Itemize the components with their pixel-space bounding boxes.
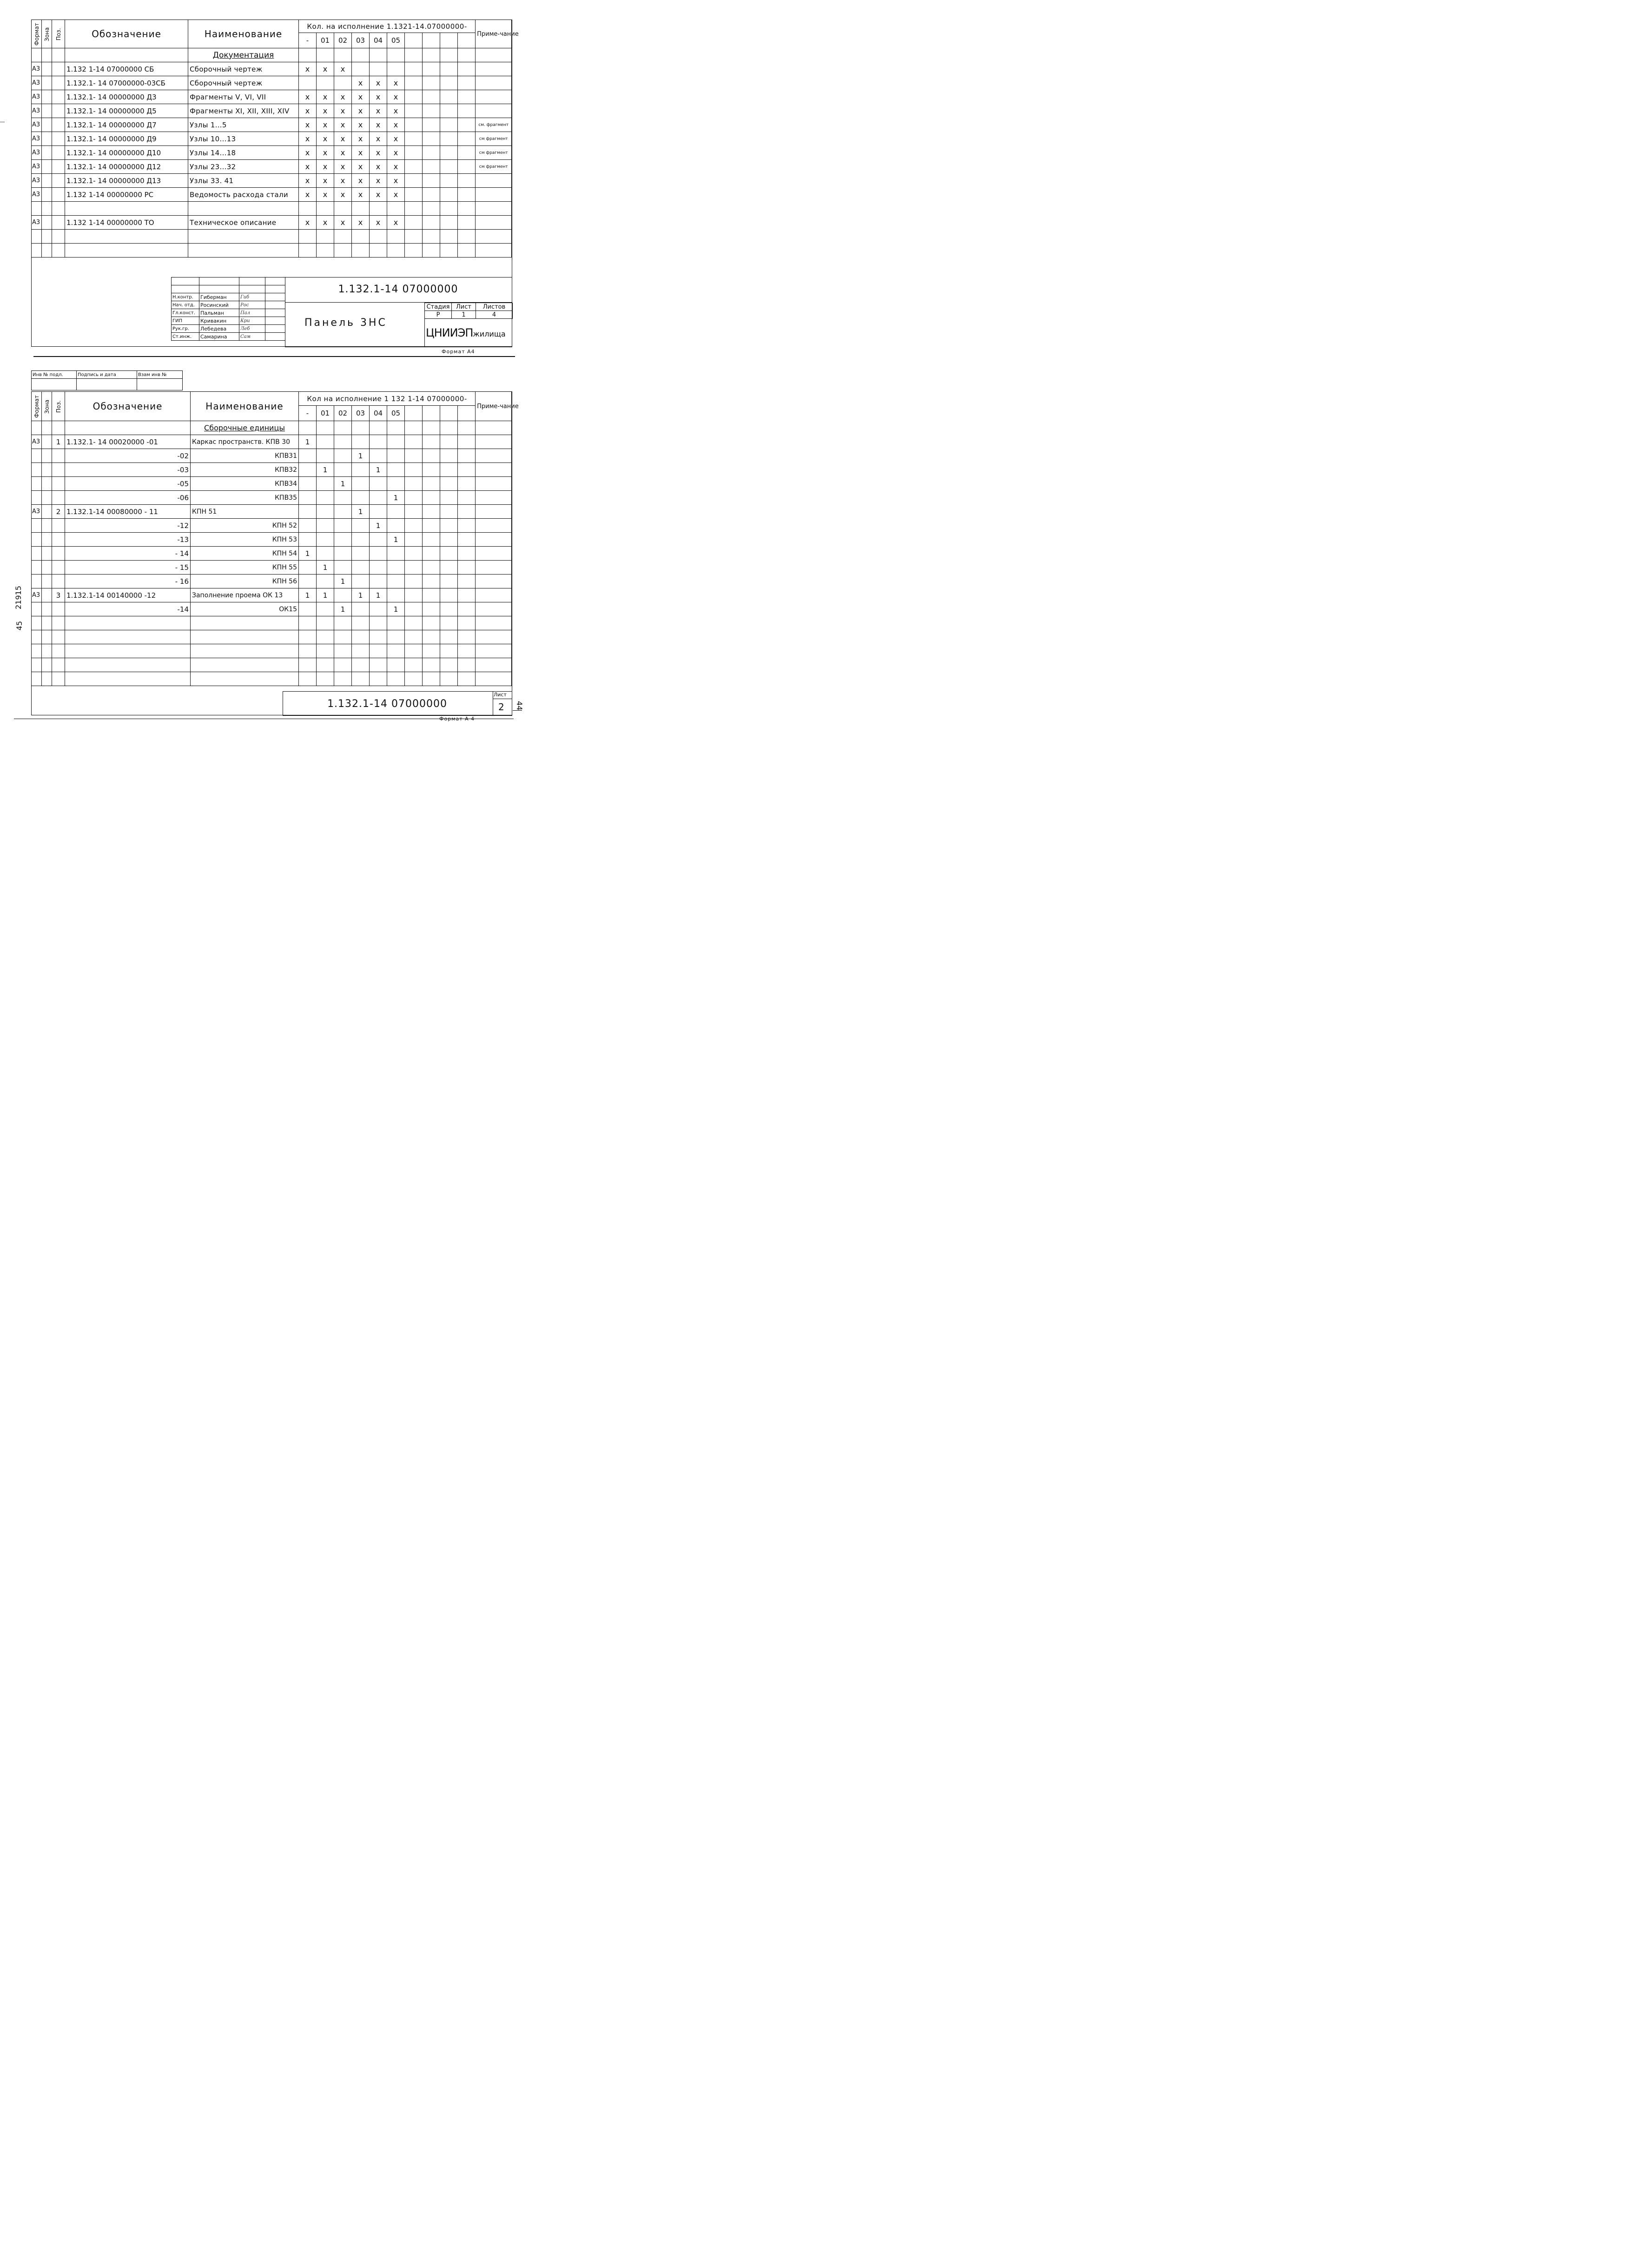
col-zone-header: Зона: [42, 392, 52, 421]
qty-mark: x: [299, 132, 317, 146]
designation-cell: - 15: [65, 561, 191, 575]
format-cell: А3: [32, 132, 42, 146]
variant-header: 05: [387, 33, 405, 48]
document-code-2: 1.132.1-14 07000000: [327, 698, 447, 710]
approval-role: Нач. отд.: [172, 301, 199, 309]
approval-block: [171, 277, 285, 341]
approval-signature: Рос: [239, 301, 265, 309]
qty-mark: x: [370, 132, 387, 146]
qty-header: Кол на исполнение 1 132 1-14 07000000-: [299, 392, 476, 406]
pos-cell: 3: [52, 588, 65, 602]
qty-mark: x: [299, 90, 317, 104]
qty-mark: x: [334, 132, 352, 146]
name-cell: КПВ31: [191, 449, 299, 463]
name-cell: Узлы 23...32: [188, 160, 299, 174]
variant-header: -: [299, 406, 317, 421]
qty-mark: x: [352, 188, 370, 202]
name-cell: КПВ32: [191, 463, 299, 477]
qty-value: 1: [299, 588, 317, 602]
qty-mark: x: [387, 118, 405, 132]
variant-header: 04: [370, 33, 387, 48]
approval-date: [265, 317, 285, 325]
qty-mark: x: [334, 174, 352, 188]
qty-mark: x: [317, 188, 334, 202]
qty-mark: x: [387, 216, 405, 230]
qty-value: 1: [387, 602, 405, 616]
stage-value: Р: [425, 311, 452, 319]
qty-mark: x: [352, 118, 370, 132]
approval-role: Ст.инж.: [172, 333, 199, 341]
qty-mark: x: [387, 160, 405, 174]
pos-cell: 1: [52, 435, 65, 449]
approval-name: Кривакин: [199, 317, 239, 325]
format-label-2: Формат А 4: [439, 716, 475, 722]
approval-signature: Гиб: [239, 293, 265, 301]
organization: [426, 326, 506, 339]
format-cell: А3: [32, 62, 42, 76]
name-cell: Ведомость расхода стали: [188, 188, 299, 202]
qty-mark: x: [334, 188, 352, 202]
approval-date: [265, 301, 285, 309]
note-cell: см фрагмент: [476, 146, 512, 160]
variant-header: 04: [370, 406, 387, 421]
qty-mark: x: [387, 90, 405, 104]
sign-date-label: Подпись и дата: [77, 371, 137, 379]
designation-cell: - 14: [65, 547, 191, 561]
qty-mark: x: [317, 104, 334, 118]
qty-mark: x: [370, 104, 387, 118]
designation-cell: 1.132.1- 14 07000000-03СБ: [65, 76, 188, 90]
qty-value: 1: [334, 575, 352, 588]
qty-mark: x: [370, 188, 387, 202]
name-cell: КПН 56: [191, 575, 299, 588]
sheet-label: Лист: [452, 303, 476, 311]
qty-value: 1: [352, 505, 370, 519]
qty-mark: x: [299, 174, 317, 188]
format-cell: А3: [32, 90, 42, 104]
inv-label: Инв № подл.: [32, 371, 77, 379]
stage-table: [424, 303, 513, 319]
qty-mark: x: [299, 160, 317, 174]
format-cell: А3: [32, 146, 42, 160]
format-cell: А3: [32, 76, 42, 90]
qty-value: 1: [370, 588, 387, 602]
variant-header: 02: [334, 33, 352, 48]
sheet-value: 1: [452, 311, 476, 319]
format-label-1: Формат А4: [442, 349, 475, 355]
approval-role: ГИП: [172, 317, 199, 325]
qty-mark: x: [334, 62, 352, 76]
name-cell: Узлы 33. 41: [188, 174, 299, 188]
qty-mark: x: [387, 132, 405, 146]
qty-mark: x: [299, 62, 317, 76]
approval-name: Самарина: [199, 333, 239, 341]
edge-number: 44: [515, 701, 524, 711]
approval-date: [265, 293, 285, 301]
qty-mark: x: [370, 118, 387, 132]
format-cell: А3: [32, 104, 42, 118]
format-cell: А3: [32, 435, 42, 449]
approval-name: Пальман: [199, 309, 239, 317]
designation-cell: 1.132.1- 14 00000000 Д12: [65, 160, 188, 174]
approval-signature: Леб: [239, 325, 265, 333]
sheet2-frame: [31, 391, 512, 715]
qty-mark: x: [352, 132, 370, 146]
variant-header: 03: [352, 406, 370, 421]
name-cell: КПН 55: [191, 561, 299, 575]
document-code: 1.132.1-14 07000000: [338, 284, 458, 295]
qty-value: 1: [317, 561, 334, 575]
qty-value: 1: [317, 588, 334, 602]
col-name-header: Наименование: [191, 392, 299, 421]
qty-mark: x: [334, 160, 352, 174]
approval-row: [172, 293, 285, 301]
format-cell: А3: [32, 188, 42, 202]
qty-header: Кол. на исполнение 1.1321-14.07000000-: [299, 20, 476, 33]
designation-cell: 1.132.1- 14 00000000 Д13: [65, 174, 188, 188]
col-name-header: Наименование: [188, 20, 299, 48]
col-designation-header: Обозначение: [65, 20, 188, 48]
name-cell: КПН 53: [191, 533, 299, 547]
format-cell: А3: [32, 118, 42, 132]
approval-row: [172, 325, 285, 333]
qty-value: 1: [370, 463, 387, 477]
qty-value: 1: [299, 547, 317, 561]
designation-cell: -14: [65, 602, 191, 616]
col-pos-header: Поз.: [52, 392, 65, 421]
designation-cell: -12: [65, 519, 191, 533]
qty-value: 1: [317, 463, 334, 477]
name-cell: Сборочный чертеж: [188, 62, 299, 76]
qty-mark: x: [352, 216, 370, 230]
sheets-label: Листов: [476, 303, 513, 311]
variant-header: 01: [317, 33, 334, 48]
name-cell: КПН 54: [191, 547, 299, 561]
approval-role: Рук.гр.: [172, 325, 199, 333]
stage-label: Стадия: [425, 303, 452, 311]
col-zone-header: Зона: [42, 20, 52, 48]
variant-header: 02: [334, 406, 352, 421]
qty-mark: x: [334, 104, 352, 118]
approval-date: [265, 333, 285, 341]
name-cell: КПН 52: [191, 519, 299, 533]
name-cell: Узлы 10...13: [188, 132, 299, 146]
approval-row: [172, 333, 285, 341]
qty-mark: x: [317, 132, 334, 146]
pos-cell: 2: [52, 505, 65, 519]
section-title: Документация: [188, 48, 299, 62]
sheet-value-2: 2: [498, 701, 504, 713]
qty-mark: x: [299, 188, 317, 202]
qty-mark: x: [317, 146, 334, 160]
designation-cell: 1.132.1- 14 00000000 Д7: [65, 118, 188, 132]
approval-name: Росинский: [199, 301, 239, 309]
format-cell: А3: [32, 505, 42, 519]
name-cell: Заполнение проема ОК 13: [191, 588, 299, 602]
name-cell: Узлы 14...18: [188, 146, 299, 160]
organization-sub: жилища: [473, 330, 506, 338]
qty-mark: x: [299, 118, 317, 132]
qty-value: 1: [387, 491, 405, 505]
qty-value: 1: [370, 519, 387, 533]
designation-cell: 1.132 1-14 07000000 СБ: [65, 62, 188, 76]
name-cell: Фрагменты V, VI, VII: [188, 90, 299, 104]
qty-value: 1: [352, 588, 370, 602]
sheet-divider: [33, 356, 515, 357]
qty-value: 1: [387, 533, 405, 547]
qty-mark: x: [334, 118, 352, 132]
qty-mark: x: [387, 174, 405, 188]
approval-row: [172, 317, 285, 325]
approval-date: [265, 325, 285, 333]
variant-header: 05: [387, 406, 405, 421]
qty-mark: x: [387, 188, 405, 202]
name-cell: Каркас пространств. КПВ 30: [191, 435, 299, 449]
qty-mark: x: [317, 62, 334, 76]
replace-inv-label: Взам инв №: [137, 371, 183, 379]
section-title: Сборочные единицы: [191, 421, 299, 435]
qty-mark: x: [317, 160, 334, 174]
designation-cell: 1.132.1- 14 00000000 Д5: [65, 104, 188, 118]
qty-value: 1: [299, 435, 317, 449]
qty-mark: x: [387, 76, 405, 90]
designation-cell: -02: [65, 449, 191, 463]
designation-cell: 1.132.1- 14 00020000 -01: [65, 435, 191, 449]
qty-mark: x: [352, 104, 370, 118]
approval-signature: Кри: [239, 317, 265, 325]
format-cell: А3: [32, 174, 42, 188]
note-header: Приме-чание: [476, 392, 512, 421]
qty-mark: x: [352, 146, 370, 160]
qty-mark: x: [317, 216, 334, 230]
document-title: Панель 3НС: [304, 317, 387, 329]
variant-header: -: [299, 33, 317, 48]
designation-cell: -06: [65, 491, 191, 505]
name-cell: ОК15: [191, 602, 299, 616]
qty-value: 1: [352, 449, 370, 463]
col-format-header: Формат: [32, 20, 42, 48]
qty-mark: x: [387, 104, 405, 118]
qty-mark: x: [370, 174, 387, 188]
designation-cell: 1.132.1- 14 00000000 Д9: [65, 132, 188, 146]
approval-name: Лебедева: [199, 325, 239, 333]
qty-mark: x: [352, 90, 370, 104]
approval-row: [172, 309, 285, 317]
sheets-value: 4: [476, 311, 513, 319]
designation-cell: 1.132.1- 14 00000000 Д3: [65, 90, 188, 104]
designation-cell: -05: [65, 477, 191, 491]
approval-date: [265, 309, 285, 317]
qty-value: 1: [334, 602, 352, 616]
approval-signature: Сам: [239, 333, 265, 341]
qty-mark: x: [370, 160, 387, 174]
qty-mark: x: [370, 146, 387, 160]
side-page: 45: [15, 621, 24, 631]
col-designation-header: Обозначение: [65, 392, 191, 421]
qty-mark: x: [317, 118, 334, 132]
qty-value: 1: [334, 477, 352, 491]
qty-mark: x: [317, 90, 334, 104]
variant-header: 01: [317, 406, 334, 421]
format-cell: А3: [32, 588, 42, 602]
col-format-header: Формат: [32, 392, 42, 421]
qty-mark: x: [334, 90, 352, 104]
organization-main: ЦНИИЭП: [426, 326, 473, 339]
qty-mark: x: [299, 104, 317, 118]
name-cell: Сборочный чертеж: [188, 76, 299, 90]
designation-cell: 1.132.1-14 00080000 - 11: [65, 505, 191, 519]
qty-mark: x: [387, 146, 405, 160]
approval-role: Гл.конст.: [172, 309, 199, 317]
name-cell: КПН 51: [191, 505, 299, 519]
qty-mark: x: [370, 76, 387, 90]
side-number: 21915: [14, 586, 23, 609]
name-cell: КПВ35: [191, 491, 299, 505]
name-cell: КПВ34: [191, 477, 299, 491]
designation-cell: -03: [65, 463, 191, 477]
name-cell: Узлы 1...5: [188, 118, 299, 132]
approval-name: Гиберман: [199, 293, 239, 301]
qty-mark: x: [317, 174, 334, 188]
name-cell: Техническое описание: [188, 216, 299, 230]
format-cell: А3: [32, 160, 42, 174]
approval-signature: Пал: [239, 309, 265, 317]
qty-mark: x: [334, 216, 352, 230]
approval-role: Н.контр.: [172, 293, 199, 301]
qty-mark: x: [352, 76, 370, 90]
qty-mark: x: [334, 146, 352, 160]
qty-mark: x: [352, 174, 370, 188]
qty-mark: x: [370, 216, 387, 230]
variant-header: 03: [352, 33, 370, 48]
note-cell: см фрагмент: [476, 160, 512, 174]
designation-cell: - 16: [65, 575, 191, 588]
designation-cell: 1.132.1- 14 00000000 Д10: [65, 146, 188, 160]
note-header: Приме-чание: [476, 20, 512, 48]
format-cell: А3: [32, 216, 42, 230]
note-cell: см фрагмент: [476, 132, 512, 146]
qty-mark: x: [370, 90, 387, 104]
inventory-block: [31, 370, 183, 390]
designation-cell: -13: [65, 533, 191, 547]
name-cell: Фрагменты XI, XII, XIII, XIV: [188, 104, 299, 118]
approval-row: [172, 301, 285, 309]
qty-mark: x: [352, 160, 370, 174]
sheet-label-2: Лист: [494, 692, 507, 698]
col-pos-header: Поз.: [52, 20, 65, 48]
designation-cell: 1.132.1-14 00140000 -12: [65, 588, 191, 602]
qty-mark: x: [299, 216, 317, 230]
qty-mark: x: [299, 146, 317, 160]
note-cell: см. фрагмент: [476, 118, 512, 132]
designation-cell: 1.132 1-14 00000000 ТО: [65, 216, 188, 230]
designation-cell: 1.132 1-14 00000000 РС: [65, 188, 188, 202]
